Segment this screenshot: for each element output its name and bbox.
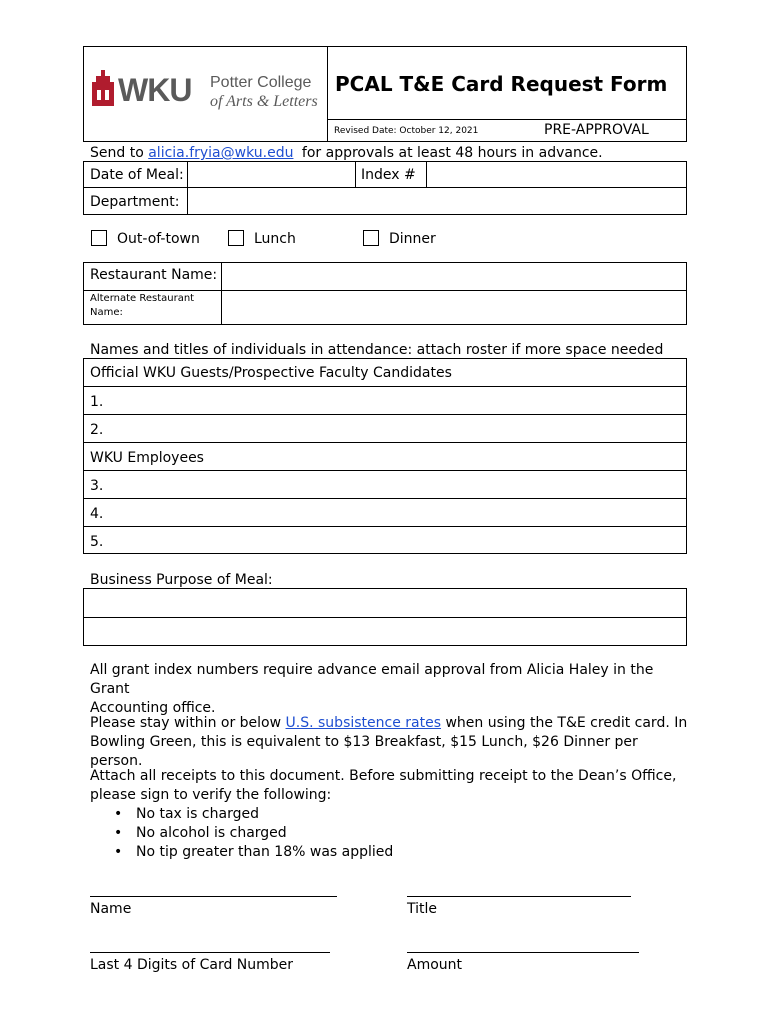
attendance-heading: Names and titles of individuals in attendance: attach roster if more space needed bbox=[90, 342, 664, 358]
rates-note bbox=[90, 714, 690, 771]
bullet-no-tax: No tax is charged bbox=[136, 806, 259, 822]
index-field[interactable] bbox=[428, 163, 685, 185]
attendee-row-5[interactable]: 5. bbox=[90, 534, 104, 550]
out-of-town-checkbox[interactable] bbox=[91, 230, 107, 246]
grant-note bbox=[90, 661, 690, 718]
title-label: Title bbox=[407, 901, 438, 917]
attach-note-line1: Attach all receipts to this document. Before submitting receipt to the Dean’s Office, bbox=[90, 768, 677, 784]
bullet-no-tip: No tip greater than 18% was applied bbox=[136, 844, 394, 860]
rates-note-line2: Bowling Green, this is equivalent to $13 Breakfast, $15 Lunch, $26 Dinner per person. bbox=[90, 734, 638, 769]
business-purpose-field-1[interactable] bbox=[85, 590, 685, 615]
row-divider bbox=[83, 187, 687, 188]
attendee-row-2[interactable]: 2. bbox=[90, 422, 104, 438]
alternate-restaurant-label-1: Alternate Restaurant bbox=[90, 293, 195, 304]
dinner-label: Dinner bbox=[389, 231, 436, 247]
dinner-checkbox[interactable] bbox=[363, 230, 379, 246]
attach-note-line2: please sign to verify the following: bbox=[90, 787, 332, 803]
amount-label: Amount bbox=[407, 957, 463, 973]
lunch-label: Lunch bbox=[254, 231, 296, 247]
subsistence-rates-link[interactable]: U.S. subsistence rates bbox=[285, 715, 442, 731]
send-suffix: for approvals at least 48 hours in advance. bbox=[301, 145, 603, 161]
name-label: Name bbox=[90, 901, 132, 917]
col-divider bbox=[221, 262, 222, 325]
grant-note-line2: Accounting office. bbox=[90, 700, 216, 716]
logo-college-line2: of Arts & Letters bbox=[210, 93, 318, 110]
header-sub-divider bbox=[327, 119, 687, 120]
out-of-town-label: Out-of-town bbox=[117, 231, 200, 247]
lunch-checkbox[interactable] bbox=[228, 230, 244, 246]
alternate-restaurant-label-2: Name: bbox=[90, 307, 123, 318]
row-divider bbox=[83, 470, 687, 471]
department-field[interactable] bbox=[189, 189, 685, 213]
row-divider bbox=[83, 386, 687, 387]
approval-email-link[interactable]: alicia.fryia@wku.edu bbox=[148, 145, 294, 161]
logo-wku-text: WKU bbox=[118, 72, 192, 108]
row-divider bbox=[83, 617, 687, 618]
row-divider bbox=[83, 290, 687, 291]
index-label: Index # bbox=[361, 167, 416, 183]
send-line bbox=[90, 146, 603, 160]
amount-signature-line[interactable] bbox=[407, 952, 639, 953]
date-of-meal-label: Date of Meal: bbox=[90, 167, 184, 183]
restaurant-name-label: Restaurant Name: bbox=[90, 267, 218, 283]
row-divider bbox=[83, 526, 687, 527]
card-digits-label: Last 4 Digits of Card Number bbox=[90, 957, 294, 973]
department-label: Department: bbox=[90, 194, 180, 210]
row-divider bbox=[83, 498, 687, 499]
rates-note-line1 bbox=[90, 714, 690, 733]
wku-logo bbox=[90, 68, 318, 113]
attendee-row-1[interactable]: 1. bbox=[90, 394, 104, 410]
rates-prefix: Please stay within or below bbox=[90, 715, 282, 731]
date-of-meal-field[interactable] bbox=[189, 163, 353, 185]
title-signature-line[interactable] bbox=[407, 896, 631, 897]
business-purpose-label: Business Purpose of Meal: bbox=[90, 572, 273, 588]
attendee-row-4[interactable]: 4. bbox=[90, 506, 104, 522]
bullet-no-alcohol: No alcohol is charged bbox=[136, 825, 287, 841]
logo-college-line1: Potter College bbox=[210, 74, 312, 91]
list-item bbox=[114, 805, 393, 824]
row-divider bbox=[83, 442, 687, 443]
verification-list bbox=[114, 805, 393, 862]
revised-date: Revised Date: October 12, 2021 bbox=[334, 126, 479, 136]
wku-cupola-icon bbox=[92, 70, 114, 106]
attendee-row-3[interactable]: 3. bbox=[90, 478, 104, 494]
header-divider bbox=[327, 46, 328, 142]
list-item bbox=[114, 824, 393, 843]
list-item bbox=[114, 843, 393, 862]
guests-header: Official WKU Guests/Prospective Faculty Candidates bbox=[90, 365, 452, 381]
col-divider bbox=[187, 161, 188, 215]
attach-note bbox=[90, 767, 710, 805]
status-label: PRE-APPROVAL bbox=[544, 122, 649, 138]
col-divider bbox=[355, 161, 356, 187]
col-divider bbox=[426, 161, 427, 187]
alternate-restaurant-field[interactable] bbox=[223, 292, 685, 323]
rates-suffix: when using the T&E credit card. In bbox=[445, 715, 688, 731]
restaurant-name-field[interactable] bbox=[223, 264, 685, 288]
card-digits-signature-line[interactable] bbox=[90, 952, 330, 953]
employees-header: WKU Employees bbox=[90, 450, 204, 466]
name-signature-line[interactable] bbox=[90, 896, 337, 897]
send-prefix: Send to bbox=[90, 145, 144, 161]
grant-note-line1: All grant index numbers require advance email approval from Alicia Haley in the Grant bbox=[90, 662, 654, 697]
row-divider bbox=[83, 414, 687, 415]
business-purpose-field-2[interactable] bbox=[85, 619, 685, 644]
form-title: PCAL T&E Card Request Form bbox=[335, 72, 668, 96]
